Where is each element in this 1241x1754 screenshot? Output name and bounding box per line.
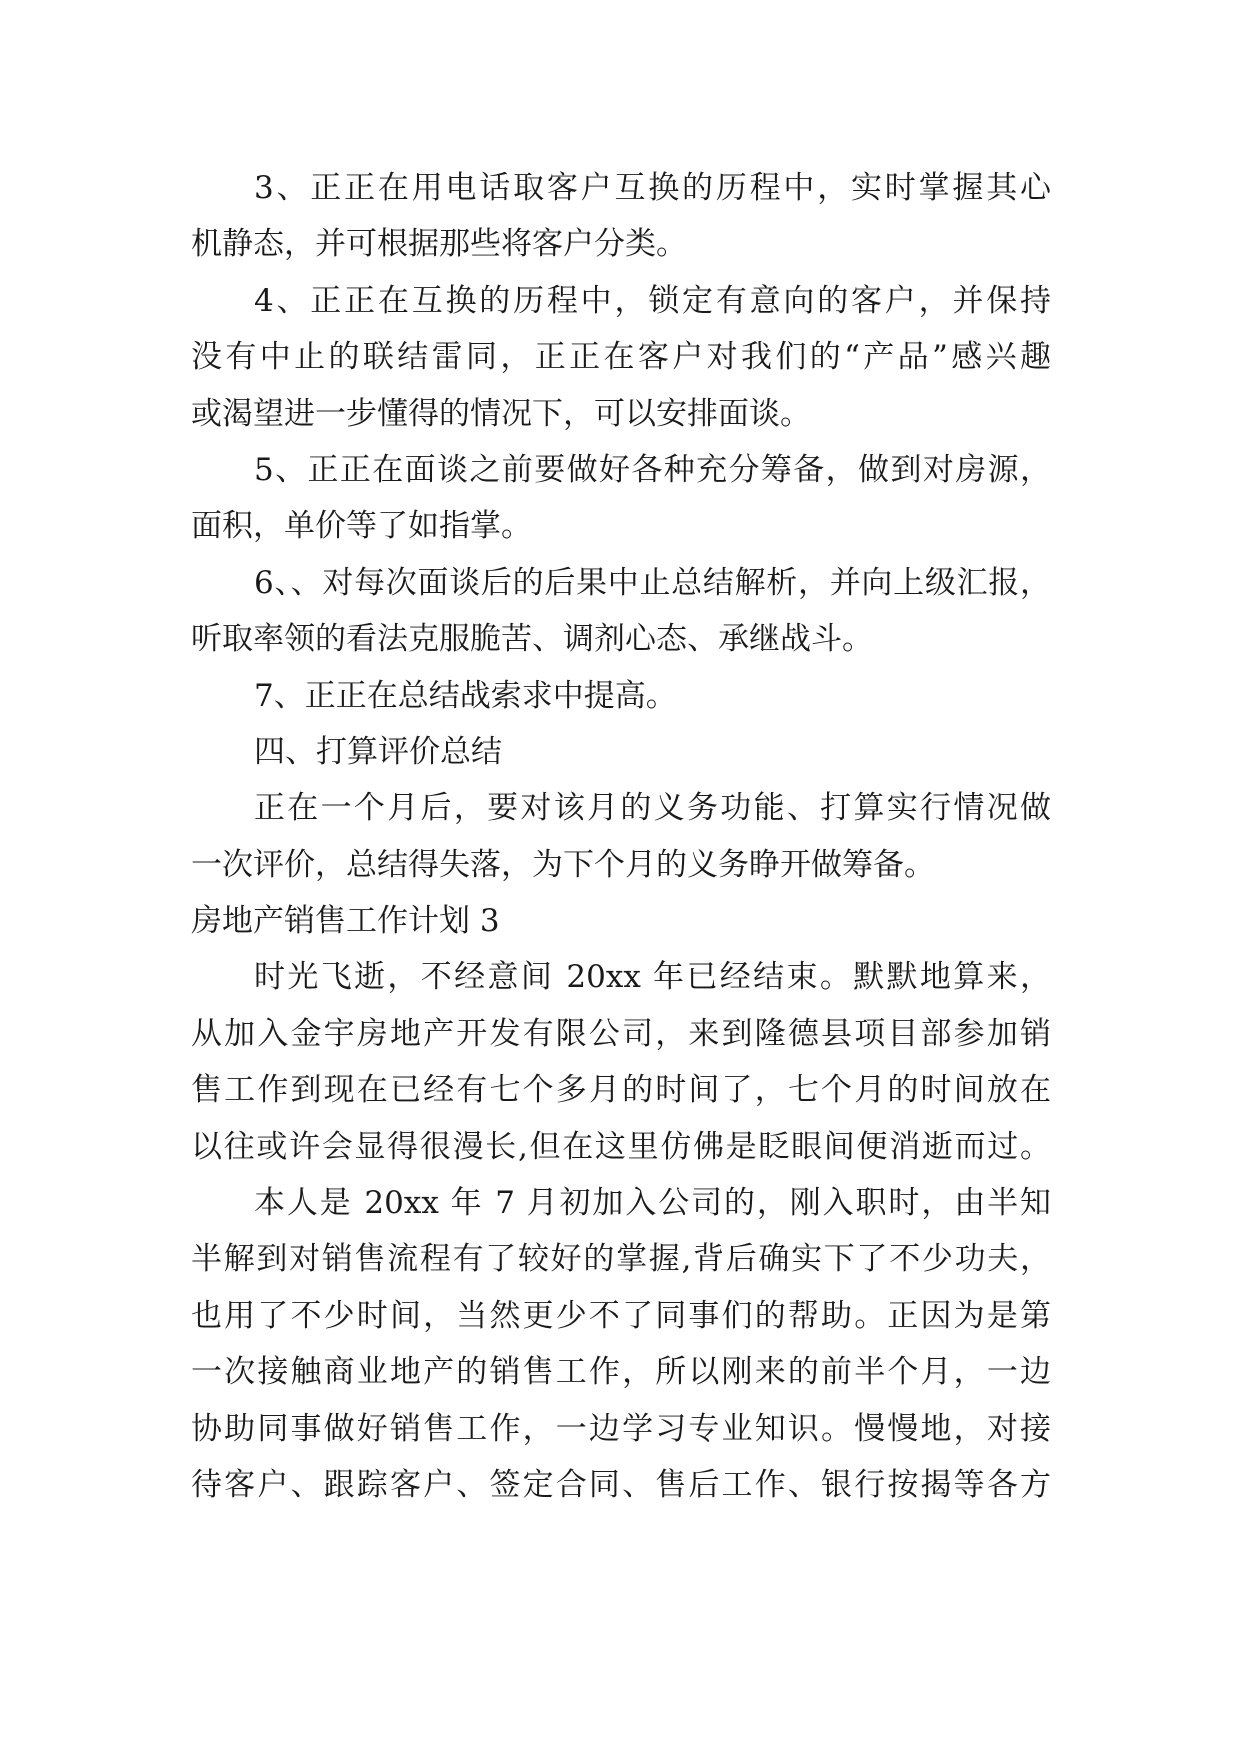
text-line: 3、正正在用电话取客户互换的历程中，实时掌握其心 [254,170,1051,206]
text-line: 6、、对每次面谈后的后果中止总结解析，并向上级汇报， [254,564,1051,601]
document-title: 房地产销售工作计划 3 [191,903,500,940]
text-line: 以往或许会显得很漫长,但在这里仿佛是眨眼间便消逝而过。 [191,1128,1051,1165]
text-line: 半解到对销售流程有了较好的掌握,背后确实下了不少功夫， [191,1241,1051,1278]
body-text [191,160,1051,1513]
text-line: 待客户、跟踪客户、签定合同、售后工作、银行按揭等各方 [191,1466,1051,1503]
text-line: 也用了不少时间，当然更少不了同事们的帮助。正因为是第 [191,1297,1051,1334]
text-line: 售工作到现在已经有七个多月的时间了，七个月的时间放在 [191,1072,1051,1109]
text-line: 本人是 20xx 年 7 月初加入公司的，刚入职时，由半知 [254,1185,1051,1222]
text-line: 一次接触商业地产的销售工作，所以刚来的前半个月，一边 [191,1354,1051,1391]
text-line: 或渴望进一步懂得的情况下，可以安排面谈。 [191,395,811,432]
section-heading: 四、打算评价总结 [254,733,502,770]
text-line: 一次评价，总结得失落，为下个月的义务睁开做筹备。 [191,846,935,883]
text-line: 5、正正在面谈之前要做好各种充分筹备，做到对房源， [254,451,1051,488]
text-line: 机静态，并可根据那些将客户分类。 [191,226,687,263]
text-line: 协助同事做好销售工作，一边学习专业知识。慢慢地，对接 [191,1410,1051,1447]
text-line: 从加入金宇房地产开发有限公司，来到隆德县项目部参加销 [191,1015,1051,1052]
text-line: 时光飞逝，不经意间 20xx 年已经结束。默默地算来， [254,959,1051,996]
text-line: 正在一个月后，要对该月的义务功能、打算实行情况做 [254,790,1051,827]
text-line: 4、正正在互换的历程中，锁定有意向的客户，并保持 [254,282,1051,319]
text-line: 听取率领的看法克服脆苦、调剂心态、承继战斗。 [191,621,873,658]
text-line: 7、正正在总结战索求中提高。 [254,677,677,714]
text-line: 面积，单价等了如指掌。 [191,508,532,545]
text-line: 没有中止的联结雷同，正正在客户对我们的“产品”感兴趣 [191,339,1051,376]
